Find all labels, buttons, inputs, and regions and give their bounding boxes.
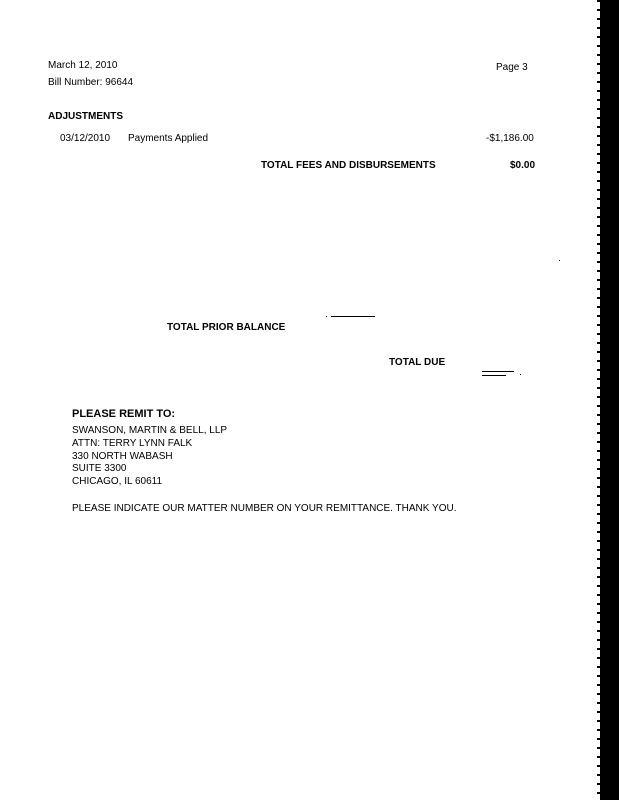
bill-number: Bill Number: 96644 (48, 77, 134, 88)
total-due-rule-bottom (482, 375, 506, 376)
invoice-date: March 12, 2010 (48, 60, 118, 71)
adjustments-heading: ADJUSTMENTS (48, 111, 124, 122)
remit-street: 330 NORTH WABASH (72, 451, 173, 462)
scan-speck (559, 260, 560, 261)
remit-note: PLEASE INDICATE OUR MATTER NUMBER ON YOUR REMITTANCE. THANK YOU. (72, 503, 457, 514)
adjustment-amount: -$1,186.00 (486, 133, 534, 144)
total-due-label: TOTAL DUE (389, 357, 446, 368)
total-prior-balance-label: TOTAL PRIOR BALANCE (167, 322, 286, 333)
adjustment-description: Payments Applied (128, 133, 209, 144)
scan-speck (520, 374, 521, 375)
scan-edge-bar (600, 0, 619, 800)
rule-dot (326, 316, 327, 317)
total-fees-label: TOTAL FEES AND DISBURSEMENTS (261, 160, 436, 171)
adjustment-date: 03/12/2010 (60, 133, 111, 144)
remit-firm: SWANSON, MARTIN & BELL, LLP (72, 425, 228, 436)
remit-attention: ATTN: TERRY LYNN FALK (72, 438, 193, 449)
remit-suite: SUITE 3300 (72, 463, 127, 474)
total-due-rule-top (482, 371, 514, 372)
total-fees-value: $0.00 (510, 160, 536, 171)
page-number: Page 3 (496, 62, 528, 73)
remit-city: CHICAGO, IL 60611 (72, 476, 163, 487)
remit-heading: PLEASE REMIT TO: (72, 408, 176, 420)
prior-balance-rule (331, 316, 375, 317)
